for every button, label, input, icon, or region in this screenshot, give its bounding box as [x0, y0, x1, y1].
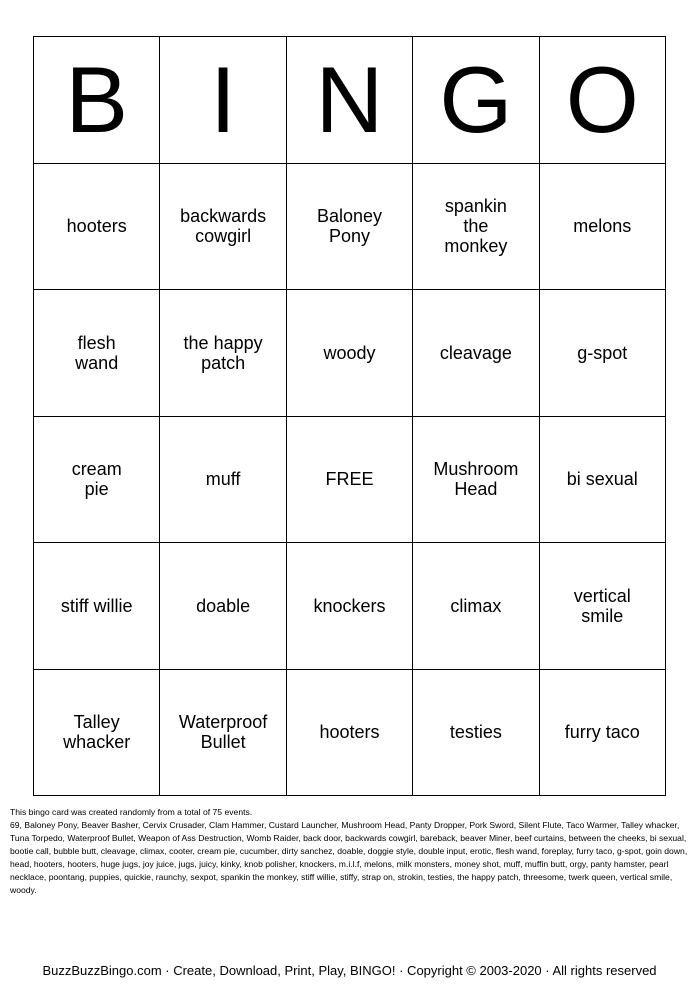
header-letter-b: B	[34, 37, 160, 164]
bingo-cell: spankin the monkey	[413, 164, 539, 291]
bingo-cell: cream pie	[34, 417, 160, 544]
bingo-cell: backwards cowgirl	[160, 164, 286, 291]
bingo-cell: doable	[160, 543, 286, 670]
bingo-cell: melons	[540, 164, 666, 291]
bingo-cell: climax	[413, 543, 539, 670]
card-info-summary: This bingo card was created randomly from a total of 75 events.	[10, 807, 253, 817]
free-cell: FREE	[287, 417, 413, 544]
bingo-cell: flesh wand	[34, 290, 160, 417]
header-letter-i: I	[160, 37, 286, 164]
bingo-cell: stiff willie	[34, 543, 160, 670]
bingo-cell: hooters	[287, 670, 413, 797]
bingo-card	[33, 36, 666, 796]
card-info	[10, 806, 690, 897]
bingo-cell: woody	[287, 290, 413, 417]
bingo-cell: bi sexual	[540, 417, 666, 544]
header-letter-n: N	[287, 37, 413, 164]
bingo-cell: muff	[160, 417, 286, 544]
header-letter-o: O	[540, 37, 666, 164]
header-letter-g: G	[413, 37, 539, 164]
bingo-cell: the happy patch	[160, 290, 286, 417]
card-info-event-list: 69, Baloney Pony, Beaver Basher, Cervix Crusader, Clam Hammer, Custard Launcher, Mushroom Head, Panty Dropper, Pork Sword, Silent Flute, Taco Warmer, Talley whacker, Tuna Torpedo, Waterproof Bullet, Weapon of Ass Destruction, Womb Raider, back door, backwards cowgirl, bareback, beaver Miner, beef curtains, between the cheeks, bi sexual, bootie call, bubble butt, cleavage, climax, cooter, cream pie, cucumber, dirty sanchez, doable, doggie style, double input, erotic, flesh wand, foreplay, furry taco, g-spot, goin down, head, hooters, hooters, huge jugs, joy juice, jugs, juicy, kinky, knob polisher, knockers, m.i.l.f, melons, milk monsters, money shot, muff, muffin butt, orgy, panty hamster, pearl necklace, poontang, puppies, quickie, raunchy, sexpot, spankin the monkey, stiff willie, stiffy, strap on, strokin, testies, the happy patch, threesome, twerk queen, vertical smile, woody.	[10, 820, 688, 895]
bingo-cell: cleavage	[413, 290, 539, 417]
bingo-cell: Talley whacker	[34, 670, 160, 797]
bingo-cell: Waterproof Bullet	[160, 670, 286, 797]
bingo-cell: Baloney Pony	[287, 164, 413, 291]
bingo-cell: vertical smile	[540, 543, 666, 670]
bingo-cell: Mushroom Head	[413, 417, 539, 544]
bingo-cell: knockers	[287, 543, 413, 670]
bingo-cell: hooters	[34, 164, 160, 291]
bingo-cell: g-spot	[540, 290, 666, 417]
footer-copyright: BuzzBuzzBingo.com · Create, Download, Print, Play, BINGO! · Copyright © 2003-2020 · All rights reserved	[42, 963, 657, 978]
bingo-cell: furry taco	[540, 670, 666, 797]
bingo-cell: testies	[413, 670, 539, 797]
